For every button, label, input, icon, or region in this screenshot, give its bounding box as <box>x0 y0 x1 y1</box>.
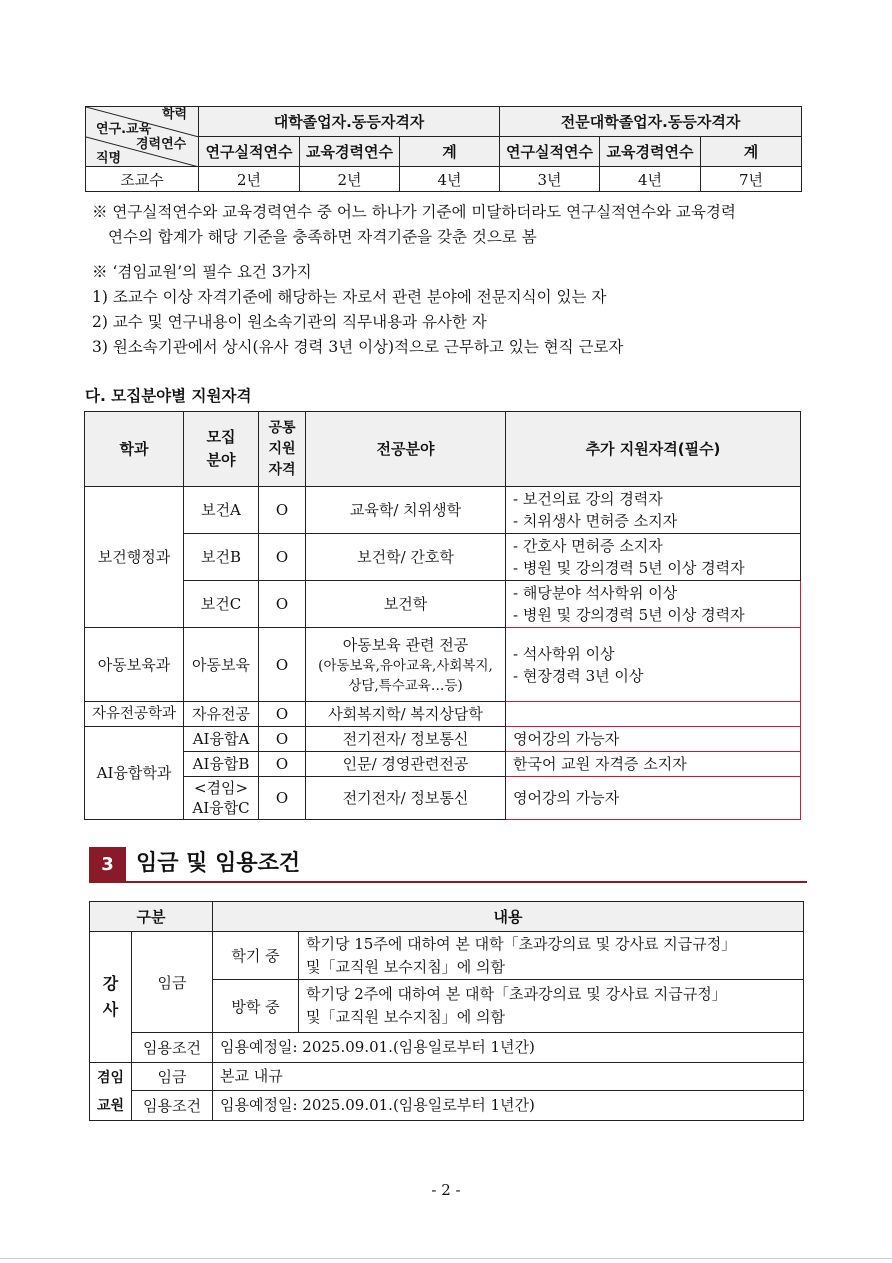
dept-health-admin: 보건행정과 <box>85 487 184 628</box>
table-row <box>85 777 801 820</box>
qualification-years-table <box>85 106 802 192</box>
note-research-sum <box>92 200 812 250</box>
qualification-cell <box>506 581 801 628</box>
adjunct-l1: 겸임 <box>96 1069 125 1086</box>
common-cell: O <box>259 752 306 777</box>
major-line: (아동보육,유아교육,사회복지, <box>318 657 493 674</box>
qualification-line: - 간호사 면허증 소지자 <box>513 537 663 555</box>
common-cell: O <box>259 702 306 727</box>
field-qualification-table <box>84 411 801 820</box>
semester-content <box>299 932 804 980</box>
major-cell: 전기전자/ 정보통신 <box>306 727 506 752</box>
common-cell: O <box>259 581 306 628</box>
table-row <box>86 167 802 192</box>
qualification-line: - 현장경력 3년 이상 <box>513 666 644 685</box>
content-line: 학기당 2주에 대하여 본 대학「초과강의료 및 강사료 지급규정」 <box>306 985 727 1003</box>
page-bottom-divider <box>0 1258 892 1259</box>
adj-conditions-content: 임용예정일: 2025.09.01.(임용일로부터 1년간) <box>213 1091 804 1121</box>
header-common-l1: 공통 <box>268 419 296 436</box>
header-common-l2: 지원 <box>268 440 296 457</box>
major-cell: 인문/ 경영관련전공 <box>306 752 506 777</box>
adj-wage-cell: 임금 <box>132 1063 213 1091</box>
diag-label-research-edu: 연구.교육 <box>96 122 152 137</box>
qualification-line: - 해당분야 석사학위 이상 <box>513 584 678 602</box>
major-cell: 전기전자/ 정보통신 <box>306 777 506 820</box>
vacation-cell: 방학 중 <box>213 980 299 1033</box>
common-cell: O <box>259 487 306 534</box>
qualification-line: - 치위생사 면허증 소지자 <box>513 512 678 530</box>
section-title-wages: 임금 및 임용조건 <box>136 851 301 876</box>
diagonal-header-cell <box>86 107 199 167</box>
subheader-total: 계 <box>701 137 802 167</box>
section-title-field-qualifications: 다. 모집분야별 지원자격 <box>85 387 252 405</box>
qualification-cell <box>506 628 801 702</box>
field-cell: 아동보육 <box>184 628 259 702</box>
qualification-cell <box>506 702 801 727</box>
qualification-line: - 석사학위 이상 <box>513 644 615 663</box>
common-cell: O <box>259 727 306 752</box>
major-line: 아동보육 관련 전공 <box>342 635 469 654</box>
table-row <box>90 932 804 980</box>
wage-cell: 임금 <box>132 932 213 1033</box>
table-row <box>85 752 801 777</box>
field-cell <box>184 777 259 820</box>
value-cell: 3년 <box>500 167 600 192</box>
table-row <box>85 534 801 581</box>
diag-label-position: 직명 <box>96 151 122 166</box>
qualification-cell: 영어강의 가능자 <box>506 727 801 752</box>
value-cell: 4년 <box>600 167 701 192</box>
field-cell: 자유전공 <box>184 702 259 727</box>
header-category: 구분 <box>90 902 213 932</box>
header-content: 내용 <box>213 902 804 932</box>
content-line: 및「교직원 보수지침」에 의함 <box>306 1008 505 1026</box>
table-row <box>90 1063 804 1091</box>
vacation-content <box>299 980 804 1033</box>
header-field <box>184 412 259 487</box>
table-row <box>85 487 801 534</box>
field-cell: AI융합A <box>184 727 259 752</box>
qualification-cell <box>506 534 801 581</box>
field-cell: 보건B <box>184 534 259 581</box>
adjunct-l2: 교원 <box>96 1097 125 1114</box>
table-row <box>85 702 801 727</box>
adj-wage-content: 본교 내규 <box>213 1063 804 1091</box>
dept-free-major: 자유전공학과 <box>85 702 184 727</box>
table-row <box>90 1033 804 1063</box>
adj-conditions-cell: 임용조건 <box>132 1091 213 1121</box>
header-field-l2: 분야 <box>206 451 236 469</box>
lecturer-l1: 강 <box>102 974 119 993</box>
conditions-content: 임용예정일: 2025.09.01.(임용일로부터 1년간) <box>213 1033 804 1063</box>
header-dept: 학과 <box>85 412 184 487</box>
semester-cell: 학기 중 <box>213 932 299 980</box>
field-line: AI융합C <box>192 799 250 817</box>
qualification-line: - 병원 및 강의경력 5년 이상 경력자 <box>513 606 745 624</box>
qualification-line: - 보건의료 강의 경력자 <box>513 490 663 508</box>
page-number: - 2 - <box>431 1181 461 1199</box>
subheader-teaching-years: 교육경력연수 <box>300 137 400 167</box>
value-cell: 2년 <box>199 167 300 192</box>
qualification-cell: 영어강의 가능자 <box>506 777 801 820</box>
table-row <box>85 581 801 628</box>
subheader-research-years: 연구실적연수 <box>199 137 300 167</box>
conditions-cell: 임용조건 <box>132 1033 213 1063</box>
value-cell: 2년 <box>300 167 400 192</box>
major-cell: 보건학 <box>306 581 506 628</box>
value-cell: 4년 <box>400 167 500 192</box>
content-line: 학기당 15주에 대하여 본 대학「초과강의료 및 강사료 지급규정」 <box>306 934 737 953</box>
diag-label-career-years: 경력연수 <box>136 137 187 152</box>
qualification-line: - 병원 및 강의경력 5년 이상 경력자 <box>513 559 745 577</box>
note-line: ※ ‘겸임교원’의 필수 요건 3가지 <box>92 263 312 281</box>
field-cell: 보건C <box>184 581 259 628</box>
major-cell <box>306 628 506 702</box>
section-underline <box>126 881 807 883</box>
note-line: 1) 조교수 이상 자격기준에 해당하는 자로서 관련 분야에 전문지식이 있는 자 <box>92 288 607 306</box>
major-line: 상담,특수교육…등) <box>348 677 463 694</box>
dept-child-care: 아동보육과 <box>85 628 184 702</box>
major-cell: 보건학/ 간호학 <box>306 534 506 581</box>
common-cell: O <box>259 534 306 581</box>
position-cell: 조교수 <box>86 167 199 192</box>
lecturer-l2: 사 <box>102 1000 119 1019</box>
major-cell: 교육학/ 치위생학 <box>306 487 506 534</box>
header-major: 전공분야 <box>306 412 506 487</box>
qualification-cell <box>506 487 801 534</box>
header-extra: 추가 지원자격(필수) <box>506 412 801 487</box>
field-cell: 보건A <box>184 487 259 534</box>
section-3-header <box>89 847 807 883</box>
note-line: 3) 원소속기관에서 상시(유사 경력 3년 이상)적으로 근무하고 있는 현직 근로자 <box>92 338 624 356</box>
common-cell: O <box>259 777 306 820</box>
content-line: 및「교직원 보수지침」에 의함 <box>306 957 505 976</box>
field-line: <겸임> <box>193 779 249 797</box>
table-row <box>85 727 801 752</box>
table-row <box>85 628 801 702</box>
note-line: ※ 연구실적연수와 교육경력연수 중 어느 하나가 기준에 미달하더라도 연구실적연수와 교육경력 <box>92 203 736 221</box>
table-row <box>90 1091 804 1121</box>
dept-ai-convergence: AI융합학과 <box>85 727 184 820</box>
common-cell: O <box>259 628 306 702</box>
note-line: 2) 교수 및 연구내용이 원소속기관의 직무내용과 유사한 자 <box>92 313 487 331</box>
wage-conditions-table <box>89 901 804 1121</box>
section-number-badge: 3 <box>89 847 126 883</box>
note-line: 연수의 합계가 해당 기준을 충족하면 자격기준을 갖춘 것으로 봄 <box>108 228 537 246</box>
subheader-research-years: 연구실적연수 <box>500 137 600 167</box>
adjunct-cell <box>90 1063 132 1121</box>
subheader-teaching-years: 교육경력연수 <box>600 137 701 167</box>
diag-label-education: 학력 <box>162 107 188 122</box>
subheader-total: 계 <box>400 137 500 167</box>
lecturer-cell <box>90 932 132 1063</box>
major-cell: 사회복지학/ 복지상담학 <box>306 702 506 727</box>
qualification-cell: 한국어 교원 자격증 소지자 <box>506 752 801 777</box>
field-cell: AI융합B <box>184 752 259 777</box>
group-college-graduate: 전문대학졸업자.동등자격자 <box>500 107 802 137</box>
header-common-l3: 자격 <box>268 461 296 478</box>
group-university-graduate: 대학졸업자.동등자격자 <box>199 107 500 137</box>
header-common <box>259 412 306 487</box>
header-field-l1: 모집 <box>206 428 236 446</box>
note-adjunct-requirements <box>92 260 812 360</box>
value-cell: 7년 <box>701 167 802 192</box>
